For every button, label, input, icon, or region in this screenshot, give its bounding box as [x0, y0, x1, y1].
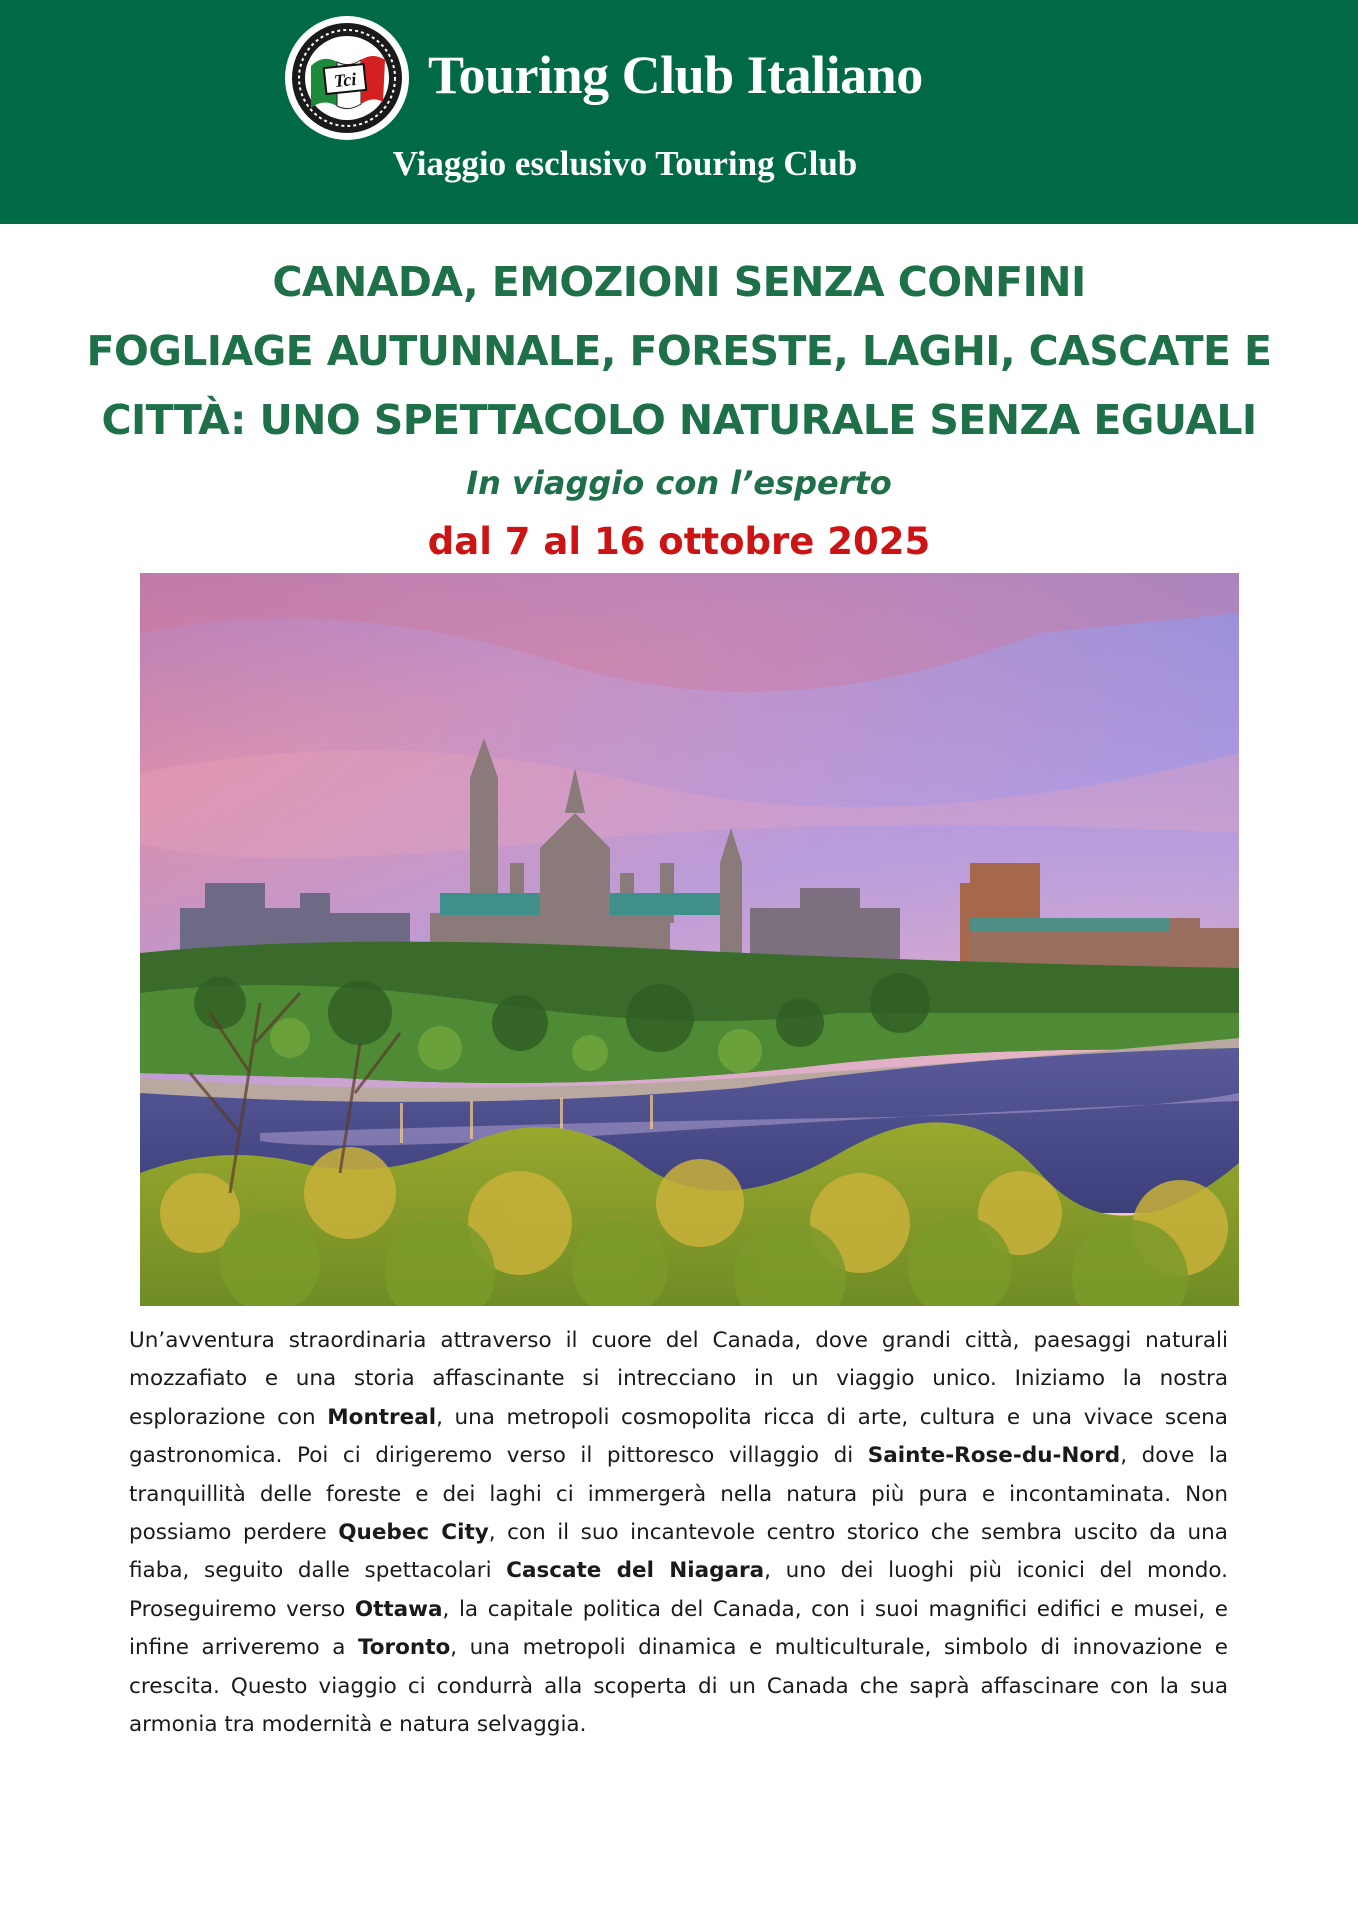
description-text: , con il suo incantevole centro storico che sembra uscito da una fiaba, seguito dalle spettacolari [129, 1520, 1228, 1584]
description-text: , dove la tranquillità delle foreste e dei laghi ci immergerà nella natura più pura e incontaminata. Non possiamo perdere [129, 1443, 1228, 1546]
place-sainte-rose-du-nord: Sainte-Rose-du-Nord [867, 1443, 1121, 1469]
ottawa-parliament-photo [140, 573, 1239, 1306]
title-line-3: CITTÀ: UNO SPETTACOLO NATURALE SENZA EGUALI [101, 396, 1257, 444]
description-text: Un’avventura straordinaria attraverso il cuore del Canada, dove grandi città, paesaggi naturali mozzafiato e una storia affascinante si intrecciano in un viaggio unico. Iniziamo la nostra esplorazione con [129, 1328, 1228, 1430]
trip-description [129, 1322, 1228, 1744]
travel-dates: dal 7 al 16 ottobre 2025 [427, 520, 931, 563]
description-text: , una metropoli dinamica e multiculturale, simbolo di innovazione e crescita. Questo viaggio ci condurrà alla scoperta di un Canada che saprà affascinare con la sua armonia tra modernità e natura selvaggia. [129, 1635, 1228, 1738]
header-subtitle: Viaggio esclusivo Touring Club [392, 144, 858, 183]
description-text: , la capitale politica del Canada, con i suoi magnifici edifici e musei, e infine arriveremo a [129, 1596, 1228, 1661]
description-text: , uno dei luoghi più iconici del mondo. Proseguiremo verso [129, 1558, 1229, 1622]
title-block [0, 248, 1358, 573]
title-line-2: FOGLIAGE AUTUNNALE, FORESTE, LAGHI, CASCATE E [86, 327, 1272, 375]
brand-title: Touring Club Italiano [428, 45, 923, 105]
logo-text: Tci [332, 68, 358, 92]
place-niagara-falls: Cascate del Niagara [506, 1558, 765, 1584]
place-quebec-city: Quebec City [338, 1520, 489, 1546]
header-banner [0, 0, 1358, 224]
place-ottawa: Ottawa [354, 1596, 443, 1622]
tagline: In viaggio con l’esperto [466, 464, 892, 502]
place-montreal: Montreal [327, 1404, 437, 1430]
place-toronto: Toronto [357, 1635, 451, 1661]
description-text: , una metropoli cosmopolita ricca di arte, cultura e una vivace scena gastronomica. Poi ci dirigeremo verso il pittoresco villaggio di [129, 1404, 1228, 1469]
title-line-1: CANADA, EMOZIONI SENZA CONFINI [272, 258, 1086, 306]
touring-club-logo [283, 14, 411, 142]
